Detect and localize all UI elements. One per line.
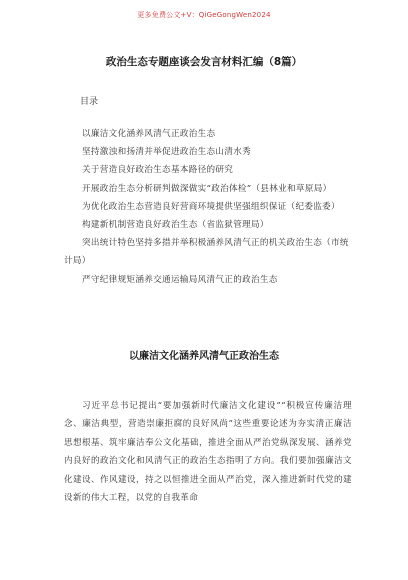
document-title: 政治生态专题座谈会发言材料汇编（8篇） <box>105 56 303 68</box>
toc-item[interactable]: 为优化政治生态营造良好营商环境提供坚强组织保证（纪委监委） <box>82 201 340 212</box>
body-paragraph: 习近平总书记提出“要加强新时代廉洁文化建设”“积极宣传廉洁理念、廉洁典型，营造崇廉拒腐的良好风尚”这些重要论述为夯实清正廉洁思想根基、筑牢廉洁奉公文化基础，推进全面从严治党纵深发展、涵养党内良好的政治文化和风清气正的政治生态指明了方向。我们要加强廉洁文化建设、作风建设，持之以恒推进全面从严治党，深入推进新时代党的建设新的伟大工程，以党的自我革命 <box>64 401 352 504</box>
toc-item[interactable]: 坚持激浊和扬清并举促进政治生态山清水秀 <box>82 147 251 158</box>
section-title: 以廉洁文化涵养风清气正政治生态 <box>129 351 279 362</box>
toc-item[interactable]: 突出统计特色坚持多措并举积极涵养风清气正的机关政治生态（市统计局） <box>64 238 349 267</box>
toc-item[interactable]: 严守纪律规矩涵养交通运输局风清气正的政治生态 <box>82 274 278 285</box>
toc-heading: 目录 <box>80 97 99 107</box>
toc-item[interactable]: 开展政治生态分析研判做深做实“政治体检”（县林业和草原局） <box>82 183 332 194</box>
toc-item[interactable]: 构建新机制营造良好政治生态（省监狱管理局） <box>82 220 269 231</box>
toc-item[interactable]: 关于营造良好政治生态基本路径的研究 <box>82 165 234 176</box>
toc-item[interactable]: 以廉洁文化涵养风清气正政治生态 <box>82 129 216 139</box>
watermark-text: 更多免费公文+V：QiGeGongWen2024 <box>137 11 271 19</box>
table-of-contents <box>64 125 354 289</box>
